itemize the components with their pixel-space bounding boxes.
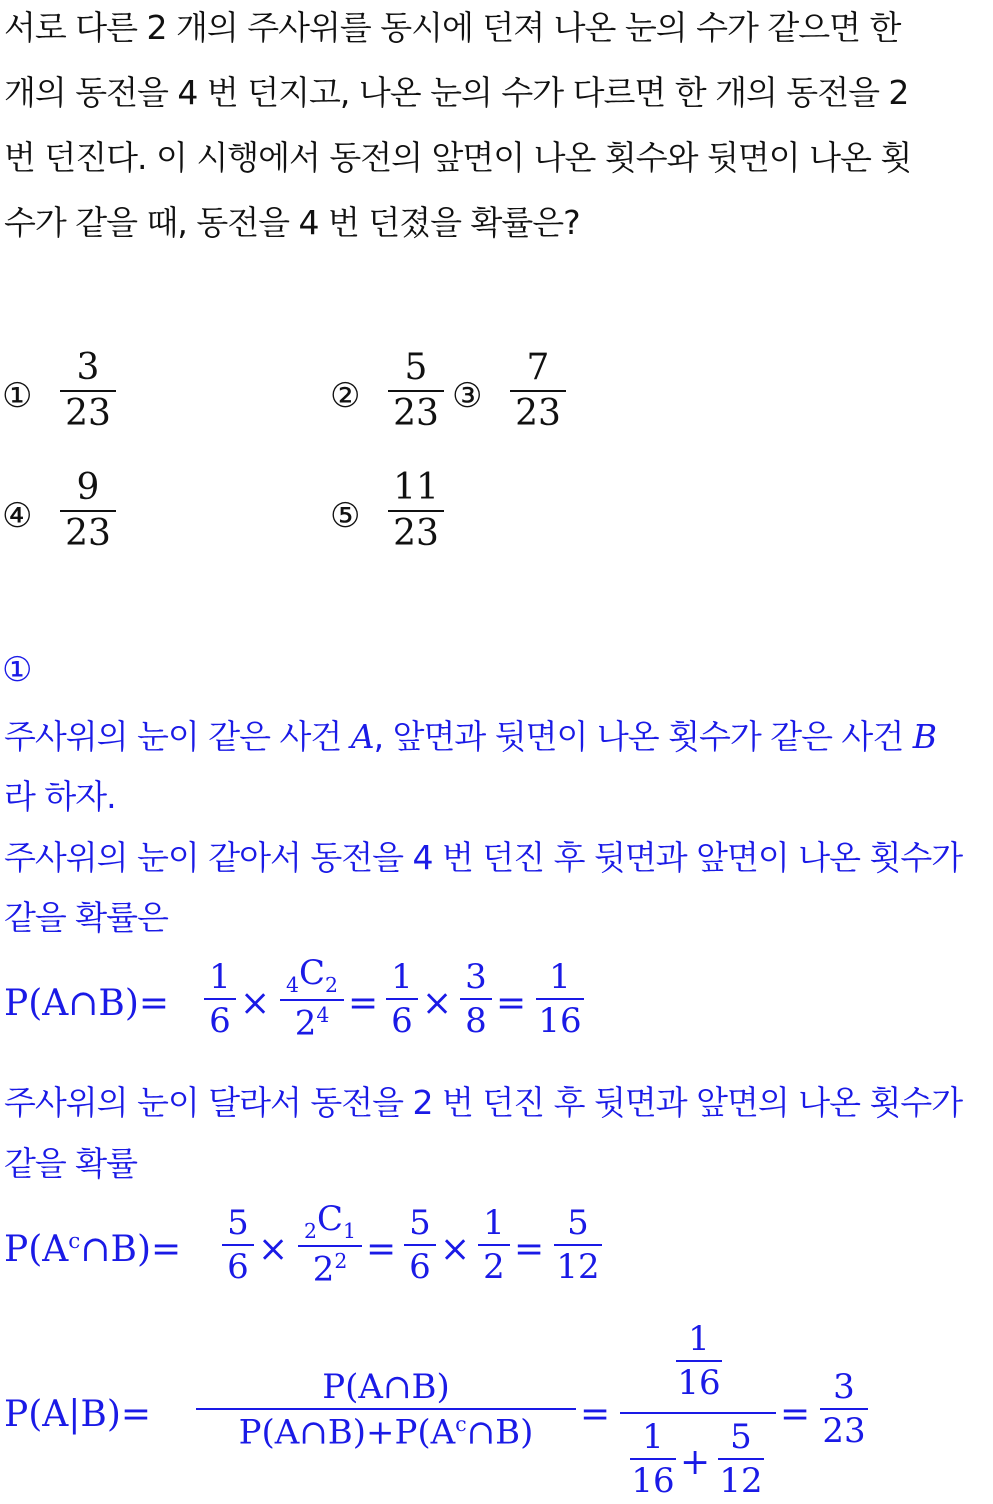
variable-a: A	[350, 717, 374, 756]
eq2-fraction: 5 6	[404, 1206, 436, 1284]
denominator: 23	[65, 393, 111, 434]
choice-3-fraction	[510, 347, 566, 434]
eq2-fraction: 1 2	[478, 1206, 510, 1284]
eq1-fraction: 3 8	[460, 960, 492, 1038]
numerator: 3	[76, 347, 100, 388]
eq2-fraction: 5 6	[222, 1206, 254, 1284]
eq1-combination-fraction: $_4C_2$ $2^4$	[280, 956, 344, 1041]
compound-denominator-term: 5 12	[719, 1417, 763, 1501]
solution-line: 주사위의 눈이 같은 사건 A, 앞면과 뒷면이 나온 횟수가 같은 사건 B	[4, 717, 936, 756]
choice-4-mark[interactable]: ④	[2, 496, 33, 536]
equals-sign: =	[514, 1229, 545, 1270]
solution-line: 같을 확률	[4, 1144, 138, 1183]
denominator: 23	[65, 513, 111, 554]
compound-numerator: 1 16	[677, 1319, 721, 1403]
plus-sign: +	[680, 1442, 711, 1483]
numerator: 7	[526, 347, 550, 388]
choice-5-fraction	[388, 467, 444, 554]
choice-2-mark[interactable]: ②	[330, 376, 361, 416]
times-sign: ×	[258, 1229, 289, 1270]
solution-line: 라 하자.	[4, 777, 116, 816]
eq3-result: 3 23	[820, 1370, 868, 1448]
eq1-fraction: 1 6	[386, 960, 418, 1038]
variable-b: B	[912, 717, 936, 756]
choice-2-fraction	[388, 347, 444, 434]
eq1-lhs: P(A∩B)=	[4, 983, 170, 1024]
denominator: 23	[393, 393, 439, 434]
question-line: 서로 다른 2 개의 주사위를 동시에 던져 나온 눈의 수가 같으면 한	[4, 8, 901, 47]
combination: $_2C_1$	[304, 1199, 356, 1243]
compound-denominator-term: 1 16	[631, 1417, 675, 1501]
choice-5-mark[interactable]: ⑤	[330, 496, 361, 536]
choice-1-fraction	[60, 347, 116, 434]
eq2-lhs: $P(A^c\cap B)=$	[4, 1229, 182, 1270]
choice-1-mark[interactable]: ①	[2, 376, 33, 416]
equals-sign: =	[780, 1394, 811, 1435]
eq2-combination-fraction: $_2C_1$ $2^2$	[298, 1202, 362, 1287]
times-sign: ×	[240, 983, 271, 1024]
question-line: 개의 동전을 4 번 던지고, 나온 눈의 수가 다르면 한 개의 동전을 2	[4, 73, 909, 112]
equals-sign: =	[580, 1394, 611, 1435]
solution-line: 주사위의 눈이 달라서 동전을 2 번 던진 후 뒷면과 앞면의 나온 횟수가	[4, 1083, 963, 1122]
equals-sign: =	[348, 983, 379, 1024]
question-line: 번 던진다. 이 시행에서 동전의 앞면이 나온 횟수와 뒷면이 나온 횟	[4, 138, 912, 177]
eq1-fraction: 1 6	[204, 960, 236, 1038]
choice-4-fraction	[60, 467, 116, 554]
eq3-lhs: P(A|B)=	[4, 1394, 152, 1435]
compound-fraction-bar	[620, 1412, 776, 1414]
equals-sign: =	[496, 983, 527, 1024]
denominator: 23	[393, 513, 439, 554]
denominator: 23	[515, 393, 561, 434]
times-sign: ×	[440, 1229, 471, 1270]
answer-mark: ①	[2, 650, 33, 690]
solution-line: 같을 확률은	[4, 898, 168, 937]
eq3-main-fraction: P(A∩B) $P(A\cap B)+P(A^c\cap B)$	[196, 1370, 576, 1449]
eq1-result: 1 16	[536, 960, 584, 1038]
choice-3-mark[interactable]: ③	[452, 376, 483, 416]
numerator: 11	[393, 467, 439, 508]
numerator: 5	[404, 347, 428, 388]
times-sign: ×	[422, 983, 453, 1024]
equals-sign: =	[366, 1229, 397, 1270]
eq2-result: 5 12	[554, 1206, 602, 1284]
numerator: 9	[76, 467, 100, 508]
solution-line: 주사위의 눈이 같아서 동전을 4 번 던진 후 뒷면과 앞면이 나온 횟수가	[4, 838, 963, 877]
question-line: 수가 같을 때, 동전을 4 번 던졌을 확률은?	[4, 203, 580, 242]
combination: $_4C_2$	[286, 953, 338, 997]
